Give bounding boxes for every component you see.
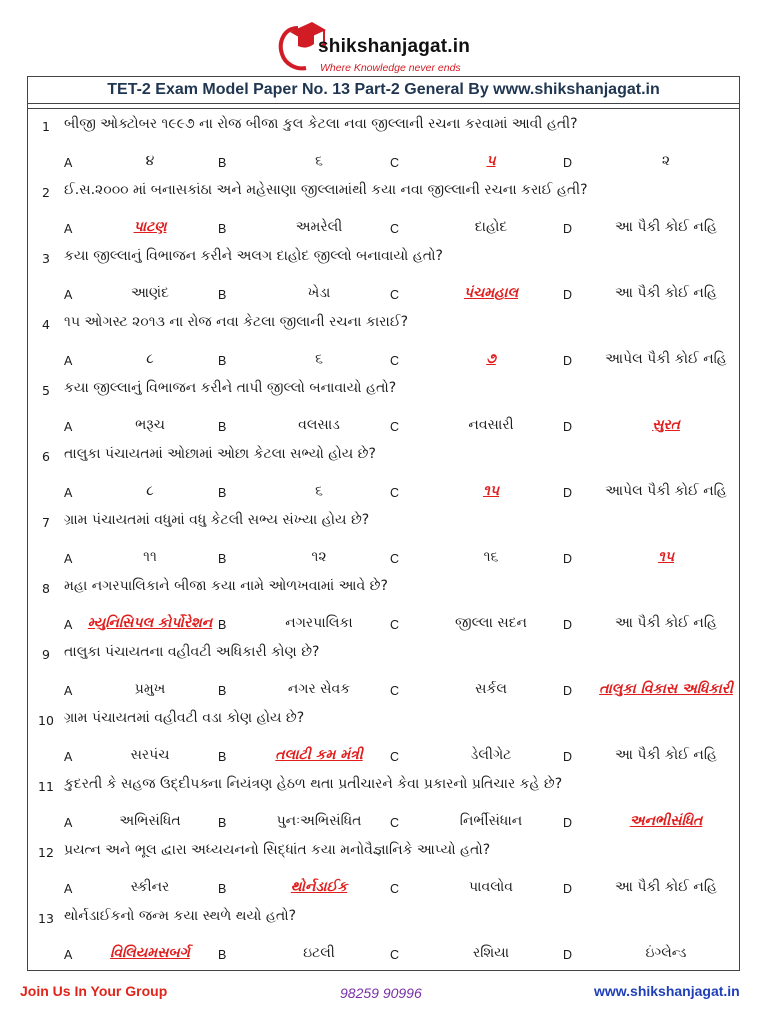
page-title: TET-2 Exam Model Paper No. 13 Part-2 General By www.shikshanjagat.in (28, 77, 739, 104)
option-text: પાવલોવ (468, 879, 514, 895)
options-row (28, 340, 739, 373)
option-label: B (218, 354, 227, 368)
correct-answer-option: પંચમહાલ (463, 285, 519, 301)
option-label: D (563, 816, 573, 830)
option-label: C (390, 618, 400, 632)
option-text: ૧૧ (143, 549, 157, 565)
option-label: C (390, 420, 400, 434)
option-text: આ પૈકી કોઈ નહિ (615, 285, 717, 301)
question-list (28, 109, 739, 967)
option-label: A (64, 684, 73, 698)
question-row (28, 901, 739, 934)
question-number: 9 (42, 647, 50, 662)
option-label: C (390, 816, 400, 830)
question-number: 5 (42, 383, 50, 398)
question-text: કુદરતી કે સહજ ઉદ્દીપક્ના નિયંત્રણ હેઠળ થતા પ્રતીચારને કેવા પ્રકારનો પ્રતિચાર કહે છે? (64, 776, 563, 792)
option-label: B (218, 750, 227, 764)
correct-answer-option: તલાટી કમ મંત્રી (275, 747, 363, 763)
option-label: C (390, 684, 400, 698)
correct-answer-option: વિલિયમસબર્ગ (110, 945, 190, 961)
question-row (28, 505, 739, 538)
option-text: પ્રમુખ (134, 681, 166, 697)
correct-answer-option: તાલુકા વિકાસ અધિકારી (599, 681, 733, 697)
option-label: C (390, 354, 400, 368)
option-text: વલસાડ (298, 417, 340, 433)
question-row (28, 571, 739, 604)
question-number: 12 (38, 845, 54, 860)
option-text: ૪ (145, 153, 155, 169)
correct-answer-option: થોર્નડાઈક (290, 879, 348, 895)
logo-tagline: Where Knowledge never ends (320, 62, 461, 74)
option-label: D (563, 354, 573, 368)
options-row (28, 538, 739, 571)
options-row (28, 736, 739, 769)
question-number: 3 (42, 251, 50, 266)
option-label: A (64, 882, 73, 896)
option-label: D (563, 684, 573, 698)
question-row (28, 307, 739, 340)
option-text: નગરપાલિકા (285, 615, 353, 631)
option-label: C (390, 750, 400, 764)
question-number: 13 (38, 911, 54, 926)
option-label: B (218, 156, 227, 170)
option-text: આ પૈકી કોઈ નહિ (615, 747, 717, 763)
question-row (28, 835, 739, 868)
correct-answer-option: ૧૫ (657, 549, 675, 565)
question-text: કયા જીલ્લાનું વિભાજન કરીને તાપી જીલ્લો બનાવાયો હતો? (64, 380, 397, 396)
options-row (28, 868, 739, 901)
options-row (28, 670, 739, 703)
option-text: આણંદ (131, 285, 169, 301)
option-label: A (64, 750, 73, 764)
option-text: અમરેલી (295, 219, 343, 235)
option-label: D (563, 288, 573, 302)
correct-answer-option: અનભીસંધિત (629, 813, 703, 829)
option-text: નગર સેવક (287, 681, 351, 697)
question-number: 4 (42, 317, 50, 332)
option-label: C (390, 882, 400, 896)
question-text: મહા નગરપાલિકાને બીજા કયા નામે ઓળખવામાં આવે છે? (64, 578, 388, 594)
correct-answer-option: ૧૫ (482, 483, 500, 499)
question-number: 8 (42, 581, 50, 596)
options-row (28, 604, 739, 637)
option-label: C (390, 288, 400, 302)
option-text: ઇંગ્લેન્ડ (645, 945, 687, 961)
question-text: ૧૫ ઓગસ્ટ ૨૦૧૩ ના રોજ નવા કેટલા જીલાની રચના કારાઈ? (64, 314, 409, 330)
option-text: ૬ (315, 483, 323, 499)
question-paper (27, 76, 740, 971)
option-text: અભિસંધિત (119, 813, 181, 829)
option-label: D (563, 618, 573, 632)
option-label: A (64, 948, 73, 962)
option-text: નવસારી (468, 417, 514, 433)
question-number: 6 (42, 449, 50, 464)
option-text: આ પૈકી કોઈ નહિ (615, 879, 717, 895)
option-text: ૧૬ (483, 549, 499, 565)
option-label: C (390, 156, 400, 170)
question-text: બીજી ઓક્ટોબર ૧૯૯૭ ના રોજ બીજા કુલ કેટલા નવા જીલ્લાની રચના કરવામાં આવી હતી? (64, 116, 578, 132)
option-text: પુનઃઅભિસંધિત (276, 813, 362, 829)
question-row (28, 637, 739, 670)
question-text: કયા જીલ્લાનું વિભાજન કરીને અલગ દાહોદ જીલ્લો બનાવાયો હતો? (64, 248, 443, 264)
question-text: તાલુકા પંચાયતમાં ઓછામાં ઓછા કેટલા સભ્યો હોય છે? (64, 446, 376, 462)
question-text: ઈ.સ.૨૦૦૦ માં બનાસકાંઠા અને મહેસાણા જીલ્લામાંથી કયા નવા જીલ્લાની રચના કરાઈ હતી? (64, 182, 588, 198)
option-text: સર્કલ (475, 681, 507, 697)
option-label: A (64, 486, 73, 500)
option-text: સરપંચ (130, 747, 170, 763)
option-label: C (390, 486, 400, 500)
correct-answer-option: ૭ (486, 351, 496, 367)
question-text: ગ્રામ પંચાયતમાં વહીવટી વડા કોણ હોય છે? (64, 710, 305, 726)
option-label: B (218, 684, 227, 698)
option-text: ૧૨ (311, 549, 327, 565)
question-row (28, 439, 739, 472)
question-row (28, 241, 739, 274)
question-number: 10 (38, 713, 54, 728)
option-label: C (390, 552, 400, 566)
option-text: ડેલીગેટ (470, 747, 512, 763)
question-number: 1 (42, 119, 50, 134)
option-label: B (218, 288, 227, 302)
option-label: D (563, 486, 573, 500)
option-label: B (218, 948, 227, 962)
options-row (28, 934, 739, 967)
options-row (28, 802, 739, 835)
option-label: A (64, 288, 73, 302)
question-text: થોર્નડાઈકનો જન્મ કયા સ્થળે થયો હતો? (64, 908, 297, 924)
option-text: ૬ (315, 153, 323, 169)
option-label: D (563, 552, 573, 566)
option-label: D (563, 222, 573, 236)
correct-answer-option: સુરત (652, 417, 680, 433)
question-row (28, 769, 739, 802)
option-label: B (218, 882, 227, 896)
question-row (28, 109, 739, 142)
logo-name: shikshanjagat.in (318, 36, 471, 57)
option-text: નિર્ભીસંધાન (459, 813, 523, 829)
option-label: D (563, 882, 573, 896)
question-text: તાલુકા પંચાયતના વહીવટી અધિકારી કોણ છે? (64, 644, 320, 660)
question-number: 2 (42, 185, 50, 200)
option-text: રશિયા (472, 945, 510, 961)
option-label: A (64, 816, 73, 830)
website-link[interactable]: www.shikshanjagat.in (594, 983, 740, 999)
options-row (28, 472, 739, 505)
option-label: A (64, 222, 73, 236)
question-text: પ્રયત્ન અને ભૂલ દ્વારા અધ્યયનનો સિદ્ધાંત કયા મનોવૈજ્ઞાનિકે આપ્યો હતો? (64, 842, 491, 858)
option-text: ભરૂચ (135, 417, 165, 433)
question-text: ગ્રામ પંચાયતમાં વધુમાં વધુ કેટલી સભ્ય સંખ્યા હોય છે? (64, 512, 370, 528)
question-row (28, 703, 739, 736)
option-text: ઇટલી (303, 945, 335, 961)
site-logo[interactable] (276, 14, 506, 74)
option-label: C (390, 948, 400, 962)
option-text: સ્કીનર (130, 879, 170, 895)
option-text: ૬ (315, 351, 323, 367)
option-text: ખેડા (307, 285, 331, 301)
option-text: ૮ (146, 351, 154, 367)
option-text: જીલ્લા સદન (455, 615, 527, 631)
option-label: A (64, 354, 73, 368)
contact-phone: 98259 90996 (340, 985, 422, 1001)
option-text: આ પૈકી કોઈ નહિ (615, 615, 717, 631)
correct-answer-option: મ્યુનિસિપલ કોર્પોરેશન (87, 615, 213, 631)
option-text: આપેલ પૈકી કોઈ નહિ (605, 483, 727, 499)
option-label: D (563, 420, 573, 434)
question-number: 7 (42, 515, 50, 530)
correct-answer-option: પાટણ (133, 219, 167, 235)
question-number: 11 (38, 779, 54, 794)
option-label: A (64, 420, 73, 434)
option-label: B (218, 222, 227, 236)
option-label: A (64, 552, 73, 566)
option-label: B (218, 552, 227, 566)
options-row (28, 142, 739, 175)
option-label: D (563, 750, 573, 764)
options-row (28, 208, 739, 241)
option-text: આપેલ પૈકી કોઈ નહિ (605, 351, 727, 367)
option-label: C (390, 222, 400, 236)
option-label: B (218, 486, 227, 500)
option-text: ૮ (146, 483, 154, 499)
question-row (28, 175, 739, 208)
join-group-link[interactable]: Join Us In Your Group (20, 983, 168, 999)
option-label: B (218, 816, 227, 830)
option-text: ૨ (661, 153, 671, 169)
option-label: A (64, 156, 73, 170)
option-label: D (563, 156, 573, 170)
option-label: B (218, 618, 227, 632)
question-row (28, 373, 739, 406)
options-row (28, 274, 739, 307)
option-label: B (218, 420, 227, 434)
correct-answer-option: ૫ (486, 153, 496, 169)
option-text: દાહોદ (474, 219, 508, 235)
option-text: આ પૈકી કોઈ નહિ (615, 219, 717, 235)
option-label: A (64, 618, 73, 632)
option-label: D (563, 948, 573, 962)
options-row (28, 406, 739, 439)
